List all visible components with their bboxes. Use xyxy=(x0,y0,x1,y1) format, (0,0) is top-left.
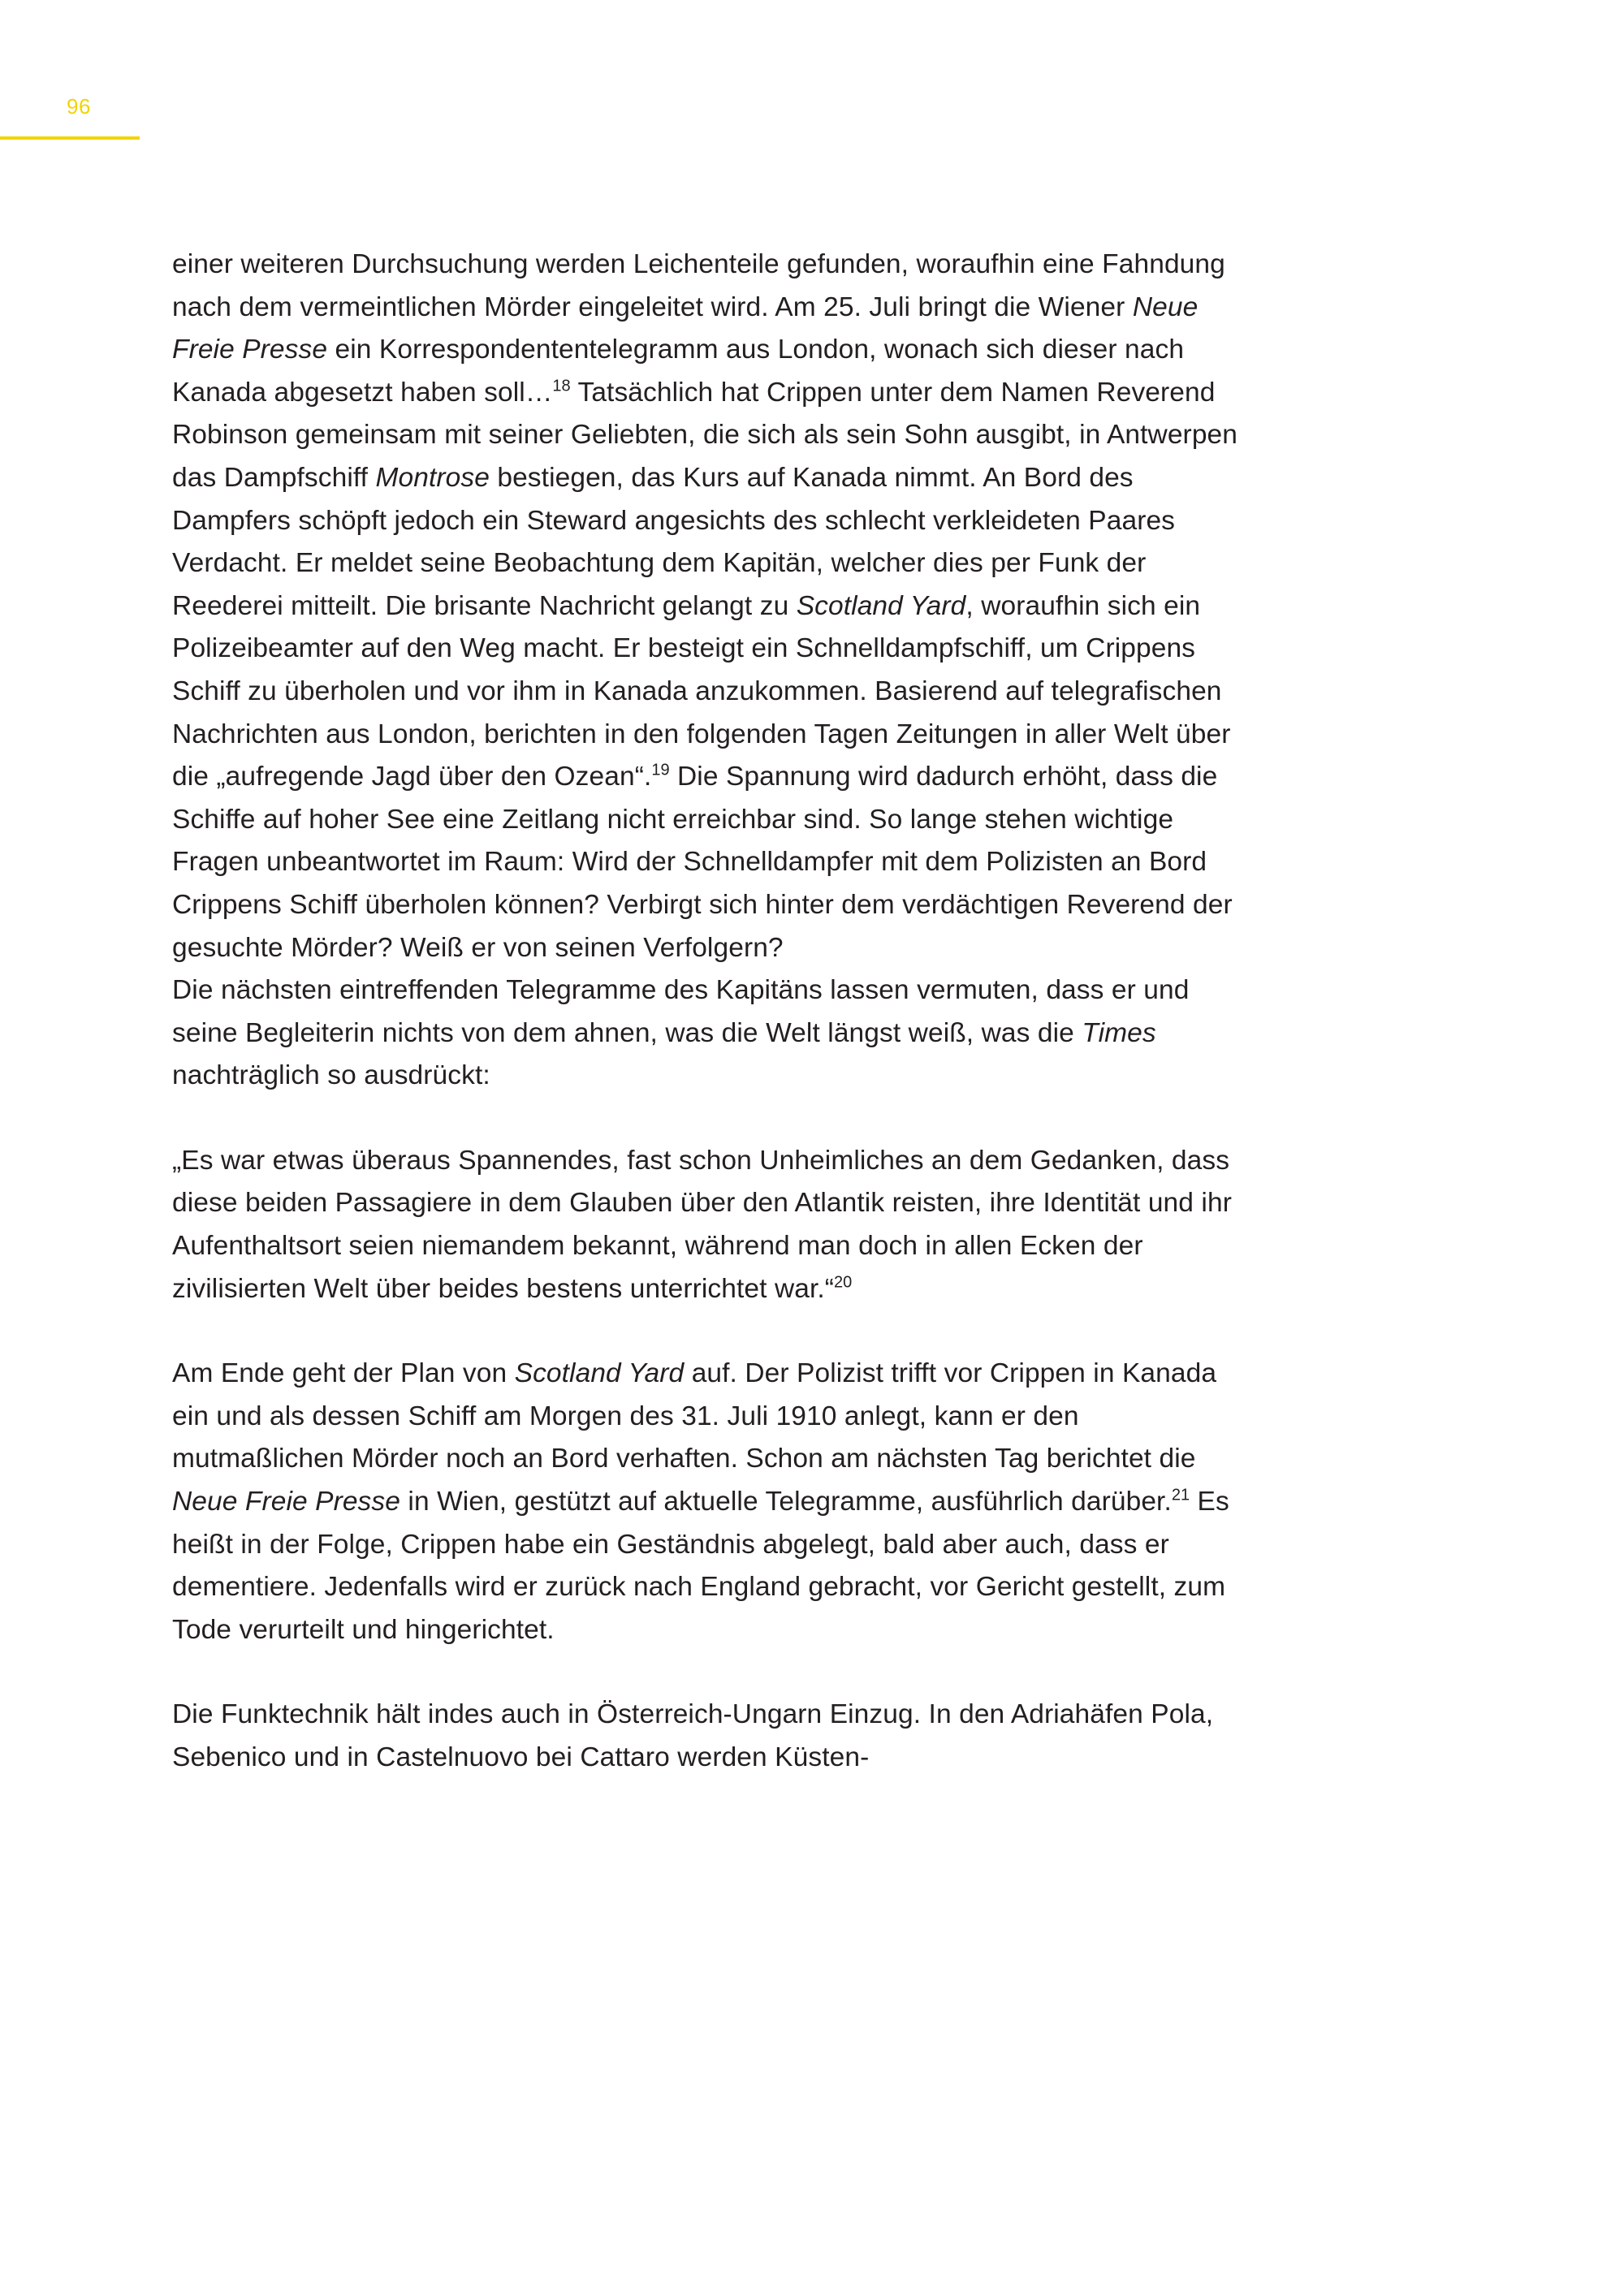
paragraph-quote: „Es war etwas überaus Spannendes, fast schon Unheimliches an dem Gedanken, dass diese beiden Passagiere in dem Glauben über den Atlantik reisten, ihre Identität und ihr Aufenthaltsort seien niemandem bekannt, während man doch in allen Ecken der zivilisierten Welt über beides bestens unterrichtet war.“$^{20}$ xyxy=(172,1145,1232,1304)
italic-run: Scotland Yard xyxy=(514,1358,685,1389)
paragraph-4: Am Ende geht der Plan von Scotland Yard auf. Der Polizist trifft vor Crippen in Kanada ein und als dessen Schiff am Morgen des 31. Juli 1910 anlegt, kann er den mutmaßlichen Mörder noch an Bord verhaften. Schon am nächsten Tag berichtet die Neue Freie Presse in Wien, gestützt auf aktuelle Telegramme, ausführlich darüber.$^{21}$ Es heißt in der Folge, Crippen habe ein Geständnis abgelegt, bald aber auch, dass er dementiere. Jedenfalls wird er zurück nach England gebracht, vor Gericht gestellt, zum Tode verurteilt und hingerichtet. xyxy=(172,1358,1229,1645)
body-text-column xyxy=(172,244,1252,1780)
page-number: 96 xyxy=(67,94,91,119)
footnote-reference: 20 xyxy=(834,1273,853,1292)
footnote-reference: 19 xyxy=(651,761,670,779)
italic-run: Scotland Yard xyxy=(796,590,966,621)
italic-run: Neue Freie Presse xyxy=(172,1487,400,1517)
footnote-reference: 21 xyxy=(1171,1486,1190,1504)
paragraph-1: einer weiteren Durchsuchung werden Leichenteile gefunden, woraufhin eine Fahndung nach dem vermeintlichen Mörder eingeleitet wird. Am 25. Juli bringt die Wiener Neue Freie Presse ein Korrespondententelegramm aus London, wonach sich dieser nach Kanada abgesetzt haben soll…$^{18}$ Tatsächlich hat Crippen unter dem Namen Reverend Robinson gemeinsam mit seiner Geliebten, die sich als sein Sohn ausgibt, in Antwerpen das Dampfschiff Montrose bestiegen, das Kurs auf Kanada nimmt. An Bord des Dampfers schöpft jedoch ein Steward angesichts des schlecht verkleideten Paares Verdacht. Er meldet seine Beobachtung dem Kapitän, welcher dies per Funk der Reederei mitteilt. Die brisante Nachricht gelangt zu Scotland Yard, woraufhin sich ein Polizeibeamter auf den Weg macht. Er besteigt ein Schnelldampfschiff, um Crippens Schiff zu überholen und vor ihm in Kanada anzukommen. Basierend auf telegrafischen Nachrichten aus London, berichten in den folgenden Tagen Zeitungen in aller Welt über die „aufregende Jagd über den Ozean“.$^{19}$ Die Spannung wird dadurch erhöht, dass die Schiffe auf hoher See eine Zeitlang nicht erreichbar sind. So lange stehen wichtige Fragen unbeantwortet im Raum: Wird der Schnelldampfer mit dem Polizisten an Bord Crippens Schiff überholen können? Verbirgt sich hinter dem verdächtigen Reverend der gesuchte Mörder? Weiß er von seinen Verfolgern? xyxy=(172,249,1238,963)
italic-run: Times xyxy=(1082,1017,1156,1048)
paragraph-2: Die nächsten eintreffenden Telegramme des Kapitäns lassen vermuten, dass er und seine Begleiterin nichts von dem ahnen, was die Welt längst weiß, was die Times nachträglich so ausdrückt: xyxy=(172,975,1190,1091)
italic-run: Montrose xyxy=(375,462,490,493)
page-header xyxy=(0,96,146,140)
paragraph-5: Die Funktechnik hält indes auch in Österreich-Ungarn Einzug. In den Adriahäfen Pola, Sebenico und in Castelnuovo bei Cattaro werden Küsten- xyxy=(172,1699,1214,1772)
italic-run: Neue Freie Presse xyxy=(172,291,1199,365)
footnote-reference: 18 xyxy=(552,377,571,395)
header-rule xyxy=(0,136,140,140)
